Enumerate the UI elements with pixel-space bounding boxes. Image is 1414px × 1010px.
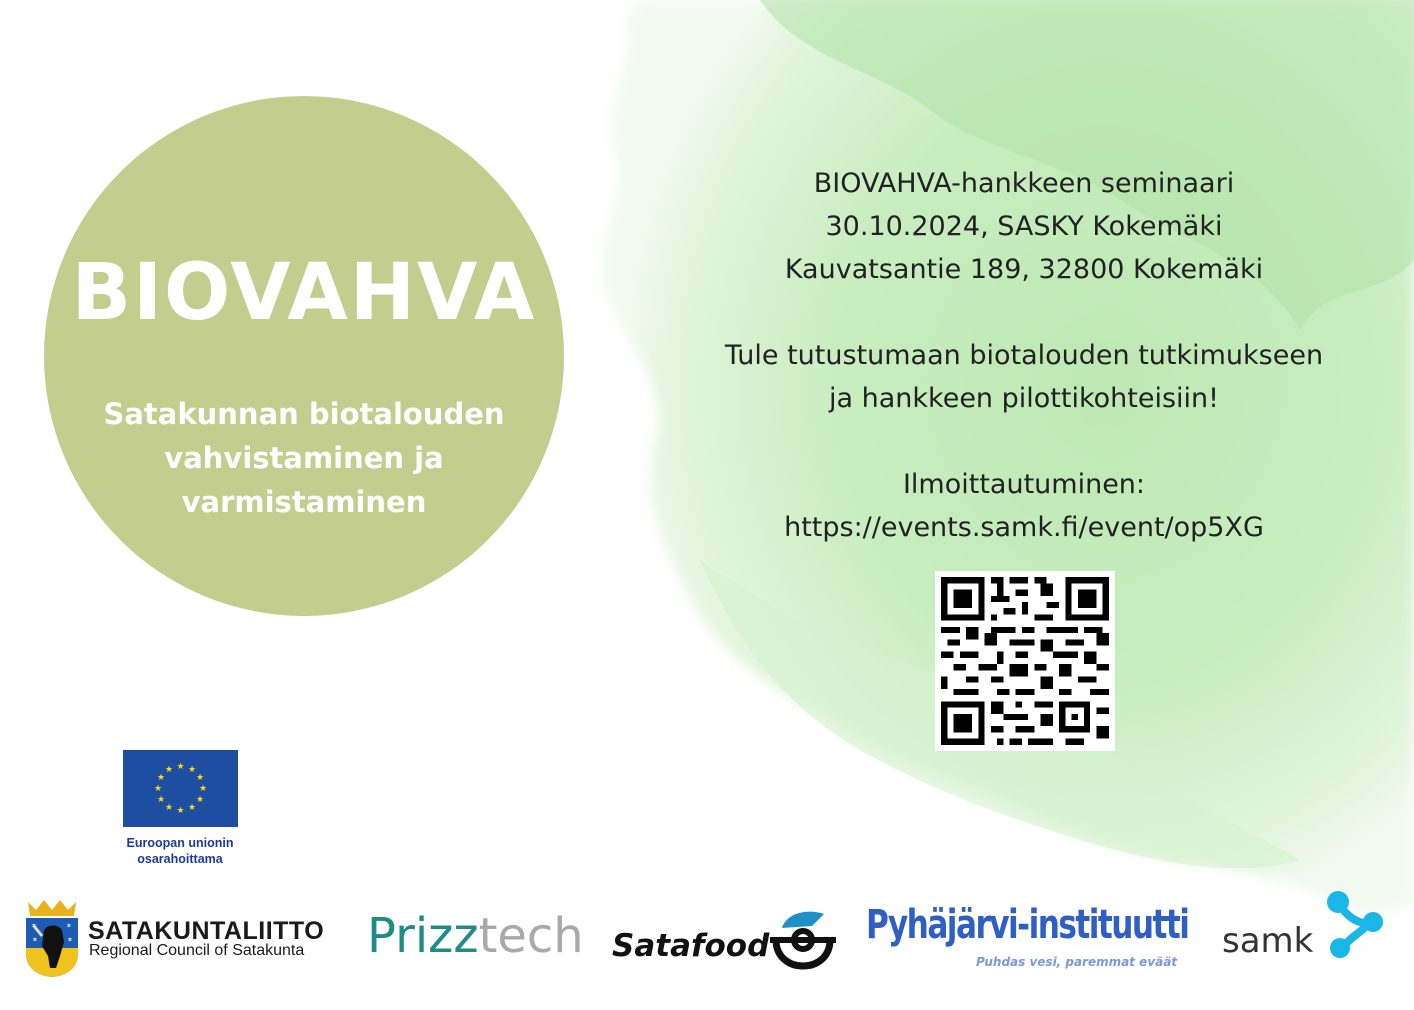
- svg-text:★: ★: [187, 765, 197, 775]
- svg-text:✶: ✶: [66, 922, 72, 930]
- biovahva-badge: [44, 96, 564, 616]
- svg-text:★: ★: [164, 765, 174, 775]
- svg-text:✶: ✶: [67, 936, 73, 944]
- svg-text:★: ★: [195, 773, 205, 783]
- svg-text:★: ★: [195, 795, 205, 805]
- svg-text:★: ★: [176, 762, 185, 772]
- invite-line: Tule tutustumaan biotalouden tutkimukseen: [724, 340, 1324, 371]
- samk-dots-icon: [1318, 888, 1388, 962]
- satakuntaliitto-name: SATAKUNTALIITTO: [88, 917, 325, 945]
- registration-link[interactable]: https://events.samk.fi/event/op5XG: [784, 512, 1264, 543]
- svg-text:★: ★: [156, 773, 166, 783]
- svg-text:✶: ✶: [32, 936, 38, 944]
- event-address: Kauvatsantie 189, 32800 Kokemäki: [784, 254, 1264, 285]
- prizztech-logo: [367, 908, 584, 964]
- satafood-bowl-icon: [766, 906, 840, 970]
- eu-caption-line: osarahoittama: [137, 852, 223, 866]
- badge-subtitle: [84, 392, 524, 524]
- event-info: [660, 162, 1388, 549]
- event-title: BIOVAHVA-hankkeen seminaari: [813, 168, 1235, 199]
- prizztech-part1: Prizz: [367, 908, 479, 964]
- svg-text:★: ★: [176, 806, 185, 816]
- eu-flag-icon: [123, 750, 238, 827]
- eu-caption-line: Euroopan unionin: [126, 836, 234, 850]
- registration-label: Ilmoittautuminen:: [902, 469, 1146, 500]
- svg-text:★: ★: [164, 803, 174, 813]
- badge-subtitle-line: vahvistaminen ja: [164, 441, 444, 475]
- badge-subtitle-line: Satakunnan biotalouden: [103, 397, 505, 431]
- satakuntaliitto-subtitle: Regional Council of Satakunta: [89, 942, 305, 959]
- svg-text:★: ★: [156, 795, 166, 805]
- svg-text:★: ★: [198, 784, 208, 794]
- prizztech-part2: tech: [478, 908, 584, 964]
- event-date-place: 30.10.2024, SASKY Kokemäki: [825, 211, 1223, 242]
- invite-line: ja hankkeen pilottikohteisiin!: [829, 383, 1219, 414]
- badge-title: BIOVAHVA: [71, 248, 537, 338]
- pyhajarvi-tagline: Puhdas vesi, paremmat eväät: [976, 955, 1178, 969]
- svg-text:✶: ✶: [31, 922, 37, 930]
- satakunta-crest-icon: [22, 896, 82, 978]
- qr-code-icon[interactable]: [935, 571, 1115, 751]
- satafood-logo-text: Satafood: [612, 928, 770, 964]
- pyhajarvi-logo-text: Pyhäjärvi-instituutti: [866, 902, 1189, 948]
- badge-subtitle-line: varmistaminen: [181, 485, 427, 519]
- samk-logo-text: samk: [1222, 921, 1314, 961]
- svg-text:★: ★: [187, 803, 197, 813]
- svg-text:★: ★: [153, 784, 163, 794]
- eu-caption: [100, 835, 260, 867]
